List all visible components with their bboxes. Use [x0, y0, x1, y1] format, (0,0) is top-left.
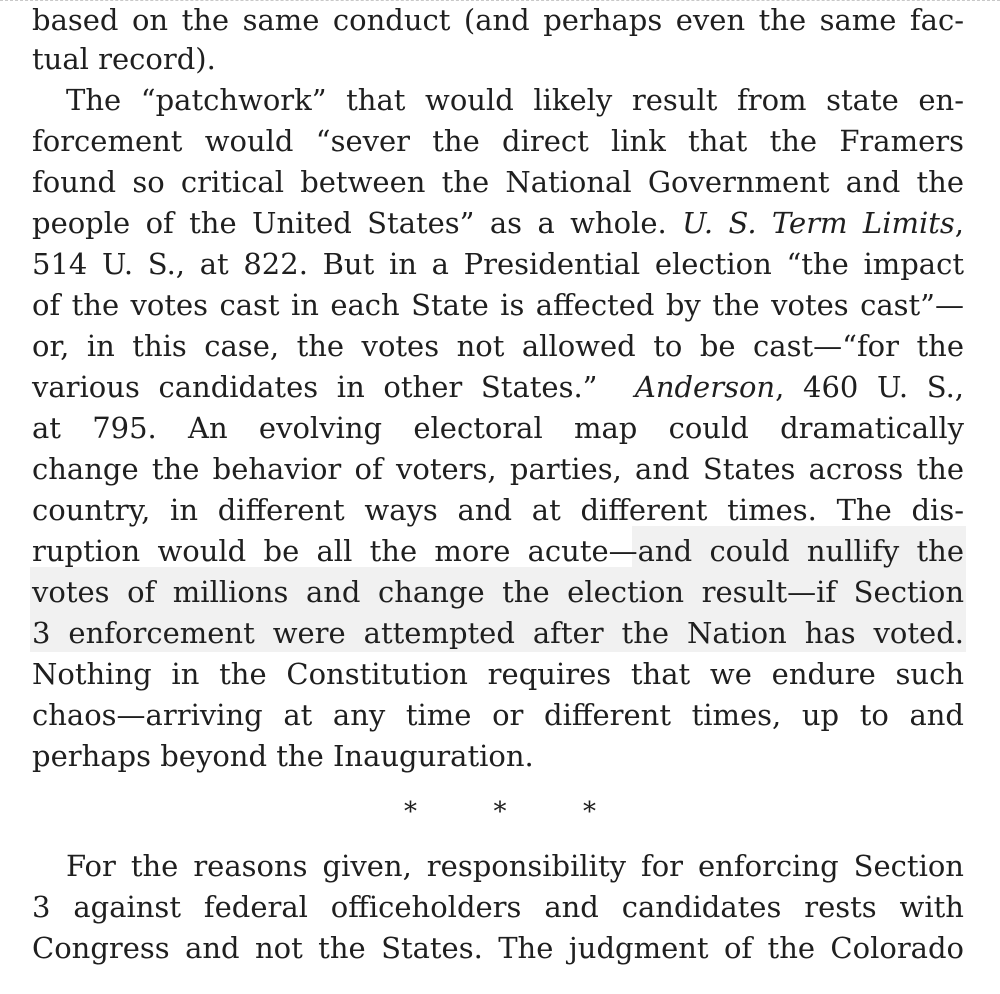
text-line: of the votes cast in each State is affected by the votes cast”—	[32, 288, 964, 322]
text-line: based on the same conduct (and perhaps even the same fac-	[32, 3, 964, 37]
text-segment: ,	[954, 206, 964, 240]
paragraph-start-line: The “patchwork” that would likely result from state en-	[66, 83, 964, 117]
text-line: 514 U. S., at 822. But in a Presidential election “the impact	[32, 247, 964, 281]
text-line: country, in different ways and at different times. The dis-	[32, 493, 964, 527]
separator-star: *	[583, 797, 596, 827]
text-line: tual record).	[32, 42, 216, 76]
text-line: chaos—arriving at any time or different times, up to and	[32, 698, 964, 732]
text-line-with-citation	[32, 203, 964, 244]
separator-star: *	[404, 797, 417, 827]
text-line: votes of millions and change the election result—if Section	[32, 575, 964, 609]
text-line: perhaps beyond the Inauguration.	[32, 739, 534, 773]
case-citation: U. S. Term Limits	[682, 206, 955, 240]
text-line: change the behavior of voters, parties, and States across the	[32, 452, 964, 486]
text-segment: various candidates in other States.”	[32, 370, 598, 404]
case-citation: Anderson	[634, 370, 776, 404]
text-line: Nothing in the Constitution requires that we endure such	[32, 657, 964, 691]
text-segment: people of the United States” as a whole.	[32, 206, 667, 240]
section-separator	[400, 792, 600, 832]
text-line-with-citation	[32, 367, 964, 408]
text-segment: , 460 U. S.,	[775, 370, 965, 404]
separator-star: *	[493, 797, 507, 827]
text-line: found so critical between the National Government and the	[32, 165, 964, 199]
text-line: or, in this case, the votes not allowed to be cast—“for the	[32, 329, 964, 363]
text-line: 3 against federal officeholders and candidates rests with	[32, 890, 964, 924]
text-line: forcement would “sever the direct link that the Framers	[32, 124, 964, 158]
paragraph-start-line: For the reasons given, responsibility for enforcing Section	[66, 849, 964, 883]
text-line: at 795. An evolving electoral map could dramatically	[32, 411, 964, 445]
text-line: ruption would be all the more acute—and could nullify the	[32, 534, 964, 568]
text-line: 3 enforcement were attempted after the Nation has voted.	[32, 616, 964, 650]
text-line: Congress and not the States. The judgment of the Colorado	[32, 931, 964, 965]
